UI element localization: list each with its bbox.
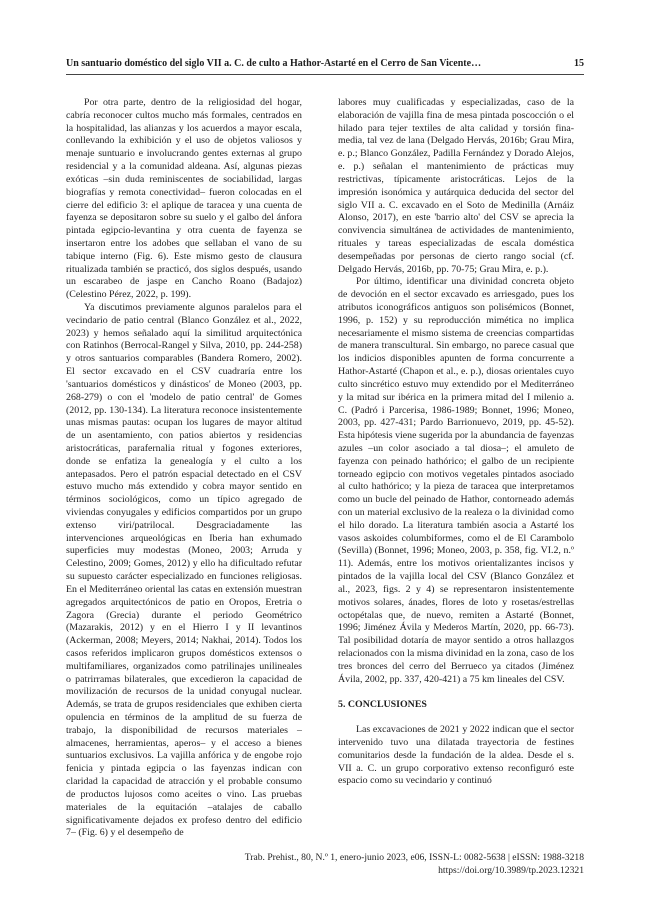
left-column: [66, 97, 302, 840]
paragraph: Por otra parte, dentro de la religiosidad del hogar, cabría reconocer cultos mucho más formales, centrados en la hospitalidad, las alianzas y los acuerdos a mayor escala, conllevando la exhibición y el uso de objetos valiosos y menaje suntuario e involucrando gentes externas al grupo residencial y a la comunidad aldeana. Así, algunas piezas exóticas –sin duda reminiscentes de sociabilidad, largas biografías y remota conectividad– fueron colocadas en el cierre del edificio 3: el aplique de taracea y una cuenta de fayenza se depositaron sobre su suelo y el galbo del ánfora pintada egipcio-levantina y otra cuenta de fayenza se insertaron entre los adobes que sellaban el vano de su tabique interno (Fig. 6). Este mismo gesto de clausura ritualizada también se practicó, dos siglos después, usando un escarabeo de jaspe en Cancho Roano (Badajoz) (Celestino Pérez, 2022, p. 199).: [66, 97, 302, 301]
paragraph: Ya discutimos previamente algunos paralelos para el vecindario de patio central (Blanco González et al., 2022, 2023) y hemos señalado aquí la similitud arquitectónica con Ratinhos (Berrocal-Rangel y Silva, 2010, pp. 244-258) y otros santuarios comparables (Bandera Romero, 2002). El sector excavado en el CSV cuadraría entre los 'santuarios domésticos y dinásticos' de Moneo (2003, pp. 268-279) o con el 'modelo de patio central' de Gomes (2012, pp. 130-134). La literatura reconoce insistentemente unas mismas pautas: ocupan los lugares de mayor altitud de un asentamiento, con patios abiertos y residencias aristocráticas, parafernalia ritual y fogones exteriores, donde se enfatiza la genealogía y el culto a los antepasados. Pero el patrón espacial detectado en el CSV estuvo mucho más extendido y cobra mayor sentido en términos sociológicos, como un típico agregado de viviendas conyugales y edificios compartidos por un grupo extenso viri/patrilocal. Desgraciadamente las intervenciones arqueológicas en Iberia han exhumado superficies muy modestas (Moneo, 2003; Arruda y Celestino, 2009; Gomes, 2012) y ello ha dificultado refutar su supuesto carácter especializado en funciones religiosas. En el Mediterráneo oriental las catas en extensión muestran agregados arquitectónicos de patio en Oropos, Eretria o Zagora (Grecia) durante el periodo Geométrico (Mazarakis, 2012) y en el Hierro I y II levantinos (Ackerman, 2008; Meyers, 2014; Nakhai, 2014). Todos los casos referidos implicaron grupos domésticos extensos o multifamiliares, organizados como patrilinajes unilineales o patrirramas bilaterales, que excedieron la capacidad de movilización de recursos de la unidad conyugal nuclear. Además, se trata de grupos residenciales que exhiben cierta opulencia en términos de la amplitud de su fuerza de trabajo, la disponibilidad de recursos materiales –almacenes, herramientas, aperos– y el acceso a bienes suntuarios exclusivos. La vajilla anfórica y de engobe rojo fenicia y pintada egipcia o las fayenzas indican con claridad la capacidad de atracción y el probable consumo de productos lujosos como aceites o vino. Las pruebas materiales de la equitación –atalajes de caballo significativamente dejados ex profeso dentro del edificio 7– (Fig. 6) y el desempeño de: [66, 302, 302, 839]
journal-citation: Trab. Prehist., 80, N.º 1, enero-junio 2023, e06, ISSN-L: 0082-5638 | eISSN: 1988-3218: [244, 852, 584, 863]
paragraph: Las excavaciones de 2021 y 2022 indican que el sector intervenido tuvo una dilatada trayectoria de festines comunitarios desde la fundación de la aldea. Desde el s. VII a. C. un grupo corporativo extenso reconfiguró este espacio como su vecindario y continuó: [338, 724, 574, 787]
paragraph: labores muy cualificadas y especializadas, caso de la elaboración de vajilla fina de mesa pintada poscocción o el hilado para tejer textiles de alta calidad y torsión fina-media, tal vez de lana (Delgado Hervás, 2016b; Grau Mira, e. p.; Blanco González, Padilla Fernández y Dorado Alejos, e. p.) señalan el mantenimiento de prácticas muy restrictivas, típicamente aristocráticas. Lejos de la impresión isonómica y autárquica deducida del sector del siglo VII a. C. excavado en el Soto de Medinilla (Arnáiz Alonso, 2017), en este 'barrio alto' del CSV se aprecia la convivencia simultánea de actividades de mantenimiento, rituales y tareas especializadas de escala doméstica desempeñadas por personas de cierto rango social (cf. Delgado Hervás, 2016b, pp. 70-75; Grau Mira, e. p.).: [338, 97, 574, 275]
doi-link[interactable]: https://doi.org/10.3989/tp.2023.12321: [438, 864, 584, 876]
section-heading: 5. CONCLUSIONES: [338, 699, 427, 711]
running-title: Un santuario doméstico del siglo VII a. C. de culto a Hathor-Astarté en el Cerro de San Vicente…: [66, 58, 482, 69]
right-column: [338, 97, 574, 788]
paragraph: Por último, identificar una divinidad concreta objeto de devoción en el sector excavado es arriesgado, pues los atributos iconográficos antiguos son polisémicos (Bonnet, 1996, p. 152) y su reproducción mimética no implica necesariamente el mismo sistema de creencias compartidas de manera transcultural. Sin embargo, no parece casual que los indicios disponibles apunten de forma concurrente a Hathor-Astarté (Chapon et al., e. p.), diosas orientales cuyo culto sincrético estuvo muy extendido por el Mediterráneo y la mitad sur ibérica en la primera mitad del I milenio a. C. (Padró i Parcerisa, 1986-1989; Bonnet, 1996; Moneo, 2003, pp. 427-431; Pardo Barrionuevo, 2019, pp. 45-52). Esta hipótesis viene sugerida por la abundancia de fayenzas azules –un color asociado a tal diosa–; el amuleto de fayenza con peinado hathórico; el galbo de un recipiente torneado egipcio con motivos vegetales pintados asociado al culto hathórico; y la pieza de taracea que interpretamos como un bucle del peinado de Hathor, contorneado además con un material exclusivo de la realeza o la divinidad como el hilo dorado. La literatura también asocia a Astarté los vasos askoides columbiformes, como el de El Carambolo (Sevilla) (Bonnet, 1996; Moneo, 2003, p. 358, fig. VI.2, n.º 11). Además, entre los motivos orientalizantes incisos y pintados de la vajilla local del CSV (Blanco González et al., 2023, figs. 2 y 4) se representaron insistentemente motivos solares, ánades, flores de loto y rosetas/estrellas octopétalas que, de nuevo, remiten a Astarté (Bonnet, 1996; Jiménez Ávila y Mederos Martín, 2020, pp. 66-73). Tal posibilidad dotaría de mayor sentido a otros hallazgos relacionados con la misma divinidad en la zona, caso de los tres bronces del cerro del Berrueco ya citados (Jiménez Ávila, 2002, pp. 337, 420-421) a 75 km lineales del CSV.: [338, 276, 574, 685]
page-footer: [245, 852, 584, 878]
page-number: 15: [574, 58, 584, 69]
header-rule: [66, 74, 584, 75]
